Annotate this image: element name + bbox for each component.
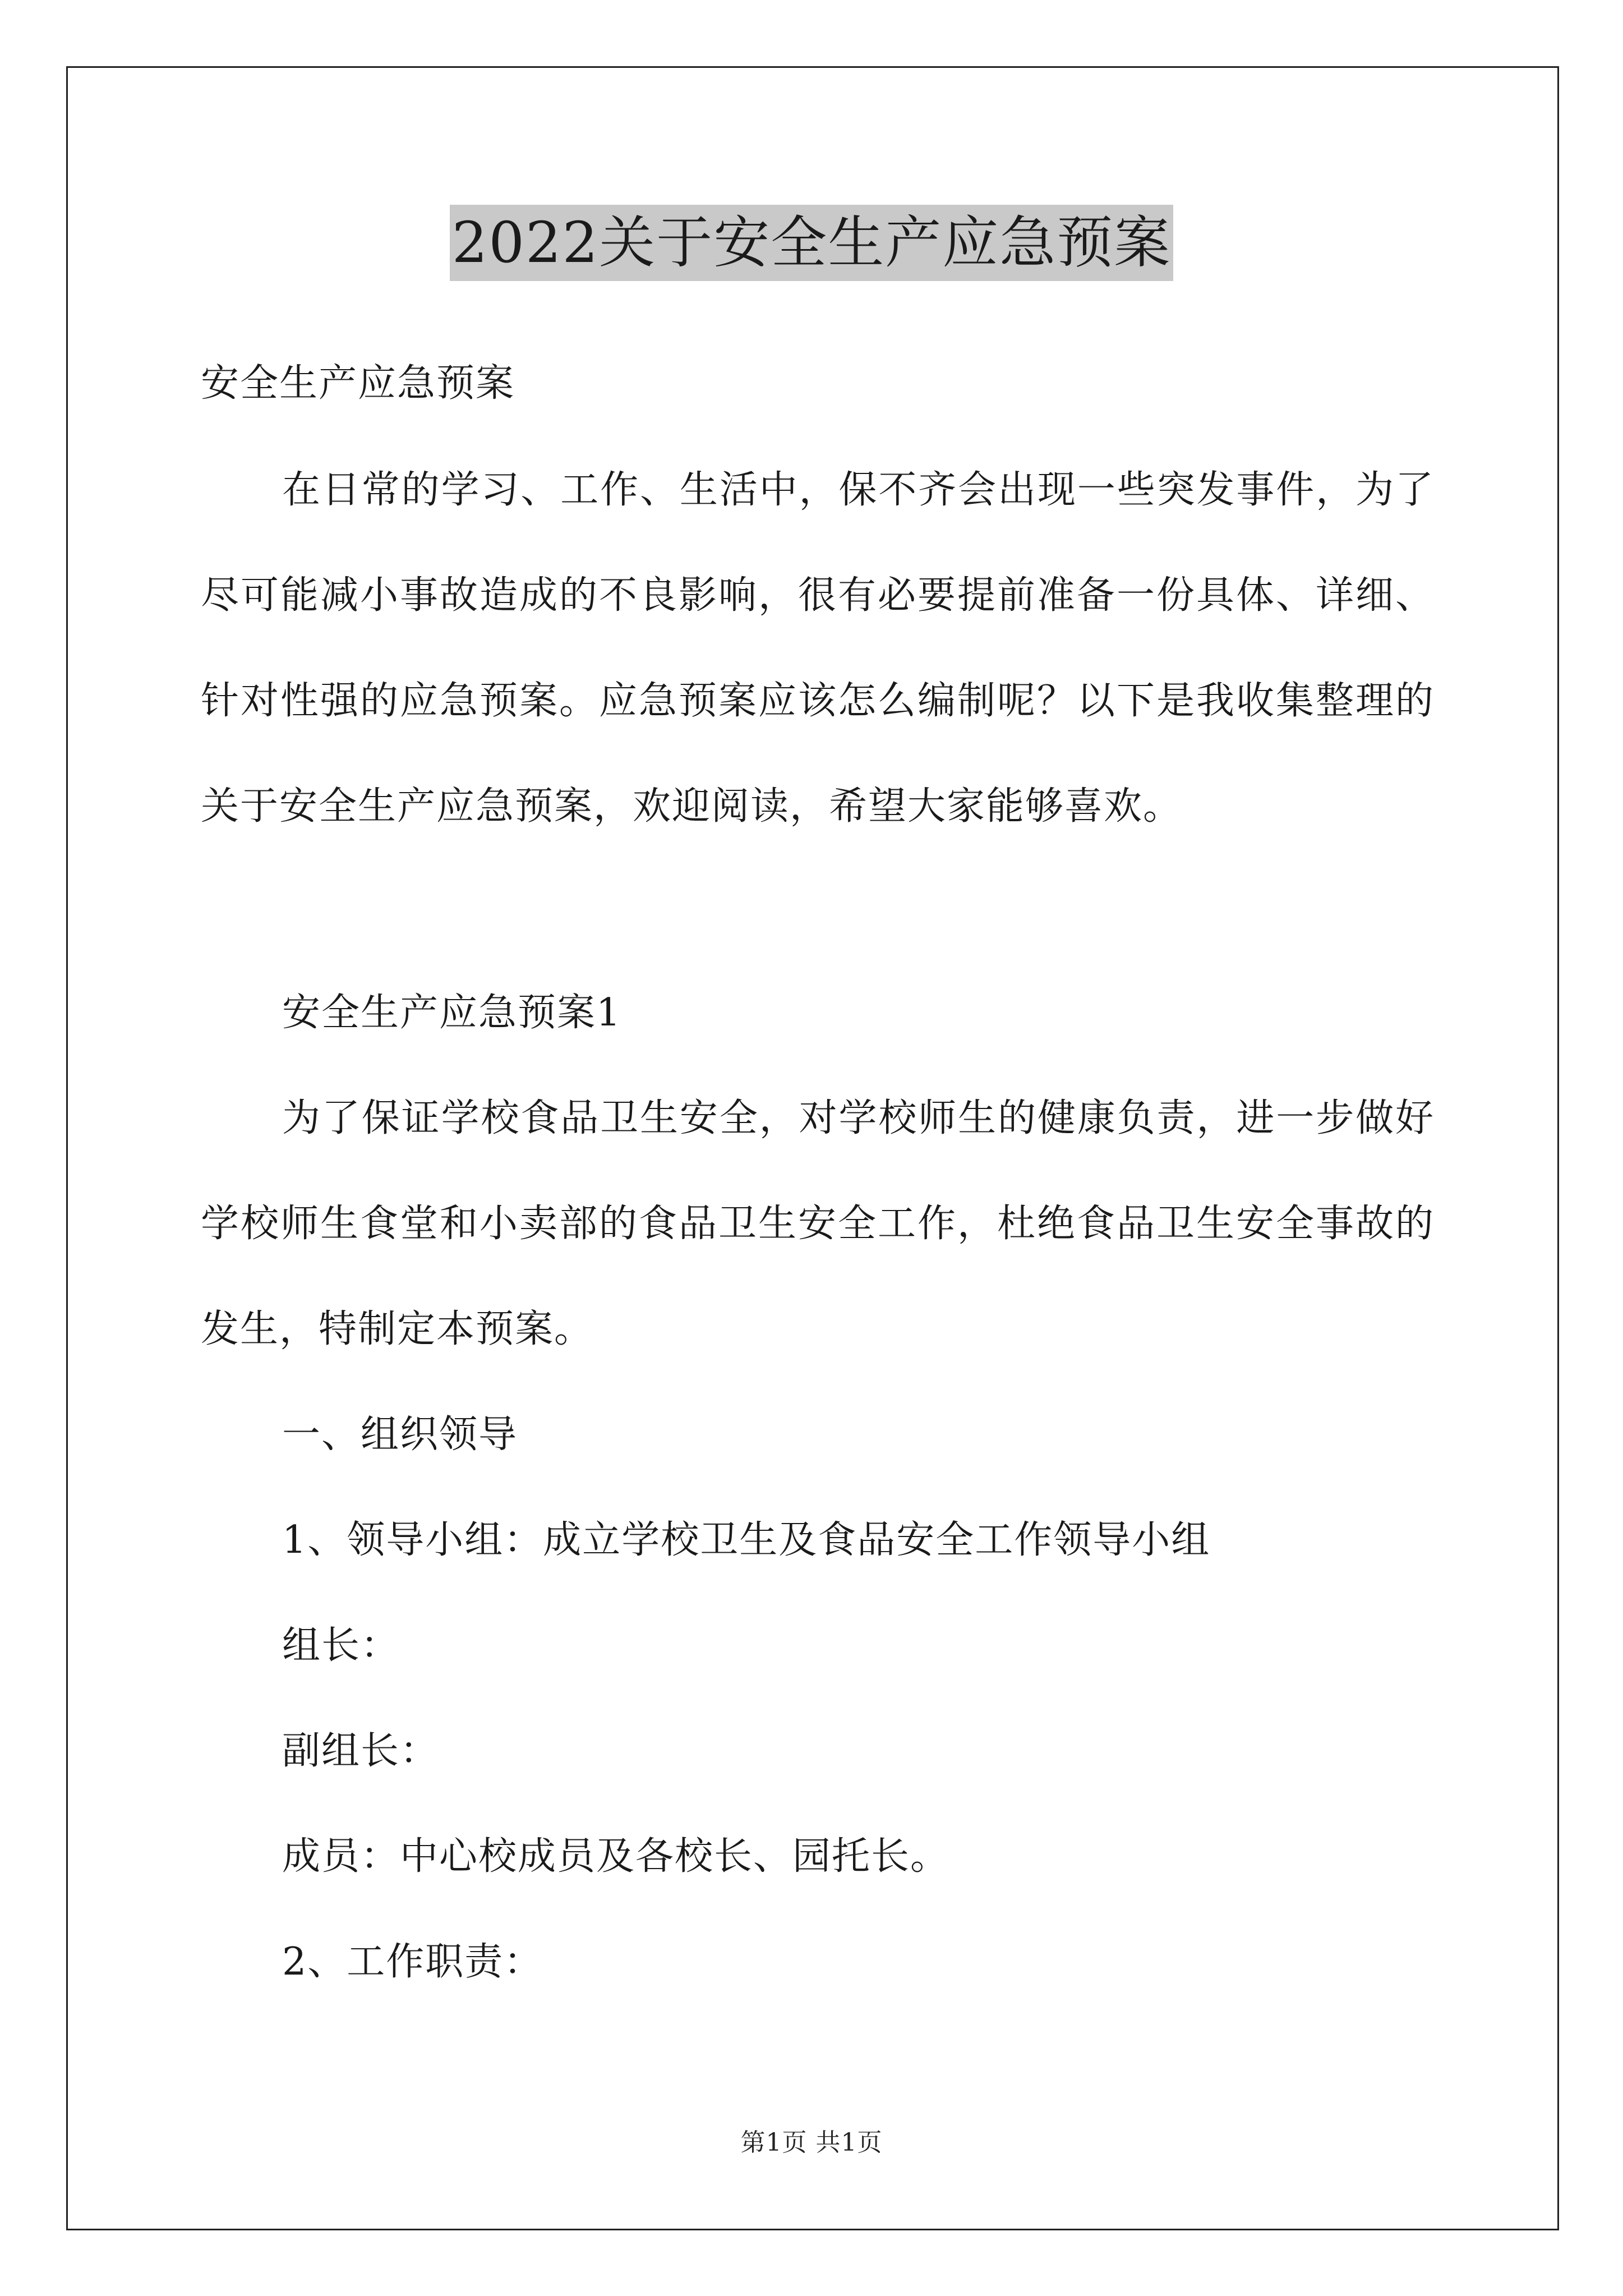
leadership-group-item: 1、领导小组：成立学校卫生及食品安全工作领导小组 — [282, 1518, 1211, 1562]
duties-heading: 2、工作职责： — [282, 1940, 543, 1984]
document-title: 2022关于安全生产应急预案 — [450, 205, 1174, 281]
group-leader-line: 组长： — [282, 1623, 400, 1668]
deputy-leader-line: 副组长： — [282, 1729, 440, 1773]
intro-heading: 安全生产应急预案 — [201, 361, 515, 406]
page-footer: 第1页 共1页 — [740, 2128, 883, 2157]
intro-paragraph: 在日常的学习、工作、生活中，保不齐会出现一些突发事件，为了尽可能减小事故造成的不良影响，很有必要提前准备一份具体、详细、针对性强的应急预案。应急预案应该怎么编制呢？以下是我收集整理的关于安全生产应急预案，欢迎阅读，希望大家能够喜欢。 — [201, 468, 1435, 829]
section-organization-heading: 一、组织领导 — [282, 1412, 518, 1457]
title-container — [0, 205, 1623, 281]
plan-1-intro-paragraph: 为了保证学校食品卫生安全，对学校师生的健康负责，进一步做好学校师生食堂和小卖部的食品卫生安全工作，杜绝食品卫生安全事故的发生，特制定本预案。 — [201, 1096, 1435, 1351]
section-heading-plan-1: 安全生产应急预案1 — [282, 991, 622, 1035]
members-line: 成员：中心校成员及各校长、园托长。 — [282, 1834, 950, 1879]
